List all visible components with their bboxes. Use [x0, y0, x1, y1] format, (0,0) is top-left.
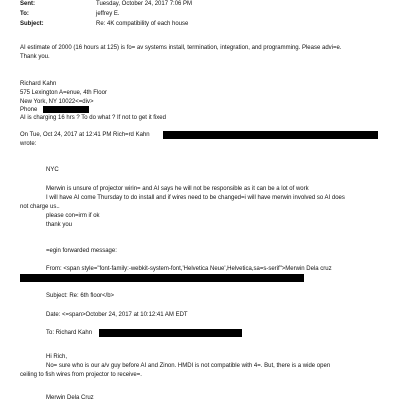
signature-name: Richard Kahn — [20, 81, 57, 87]
subject-line: Subject: Re: 6th floor</b> — [46, 293, 115, 299]
to-label: To: — [20, 11, 29, 17]
sent-label: Sent: — [20, 1, 35, 7]
to-value: jeffrey E. — [96, 11, 120, 17]
subject-value: Re: 4K compatibility of each house — [96, 21, 189, 27]
redaction-email-3 — [99, 329, 242, 337]
merwin-line-2: I will have AI come Thursday to do install and if wires need to be changed=i will have merwin involved so AI does — [46, 195, 345, 201]
redaction-email-1 — [163, 131, 378, 139]
nyc-line: NYC — [46, 167, 59, 173]
from-line: From: <span style="font-family:-webkit-system-font,'Helvetica Neue',Helvetica,sa=s-serif">Merwin Dela cruz — [46, 266, 332, 272]
subject-label: Subject: — [20, 21, 44, 27]
signature-address-1: 575 Lexington A=enue, 4th Floor — [20, 90, 107, 96]
date-line: Date: <=span>October 24, 2017 at 10:12:41 AM EDT — [46, 312, 188, 318]
intro-line-1: AI estimate of 2000 (16 hours at 125) is fo= av systems install, termination, integration, and programming. Please advi=e. — [20, 45, 342, 51]
quote-header-1: On Tue, Oct 24, 2017 at 12:41 PM Rich=rd Kahn — [20, 132, 150, 138]
intro-line-2: Thank you. — [20, 54, 50, 60]
thanks-line: thank you — [46, 222, 73, 228]
sent-value: Tuesday, October 24, 2017 7:06 PM — [96, 1, 193, 7]
redaction-phone — [43, 106, 89, 113]
merwin-line-3: not charge us.. — [20, 204, 60, 210]
greeting-line: Hi Rich, — [46, 354, 68, 360]
to-line: To: Richard Kahn — [46, 330, 93, 336]
forwarded-line: =egin forwarded message: — [46, 248, 117, 254]
signature-address-2: New York, NY 10022<=div> — [20, 99, 94, 105]
sender-signature: Merwin Dela Cruz — [46, 395, 94, 401]
quote-header-2: wrote: — [20, 141, 37, 147]
question-line: AI is charging 16 hrs ? To do what ? If not to get it fixed — [20, 115, 166, 121]
confirm-line: please con=irm if ok — [46, 213, 100, 219]
reply-line-1: No= sure who is our a/v guy before AI and Zinon. HMDI is not compatible with 4=. But, there is a wide open — [46, 363, 331, 369]
merwin-line-1: Merwin is unsure of projector wirin= and AI says he will not be responsible as it can be a lot of work — [46, 186, 309, 192]
reply-line-2: ceiling to fish wires from projector to receive=. — [20, 372, 142, 378]
redaction-email-2 — [20, 274, 304, 282]
signature-phone: Phone — [20, 107, 38, 113]
